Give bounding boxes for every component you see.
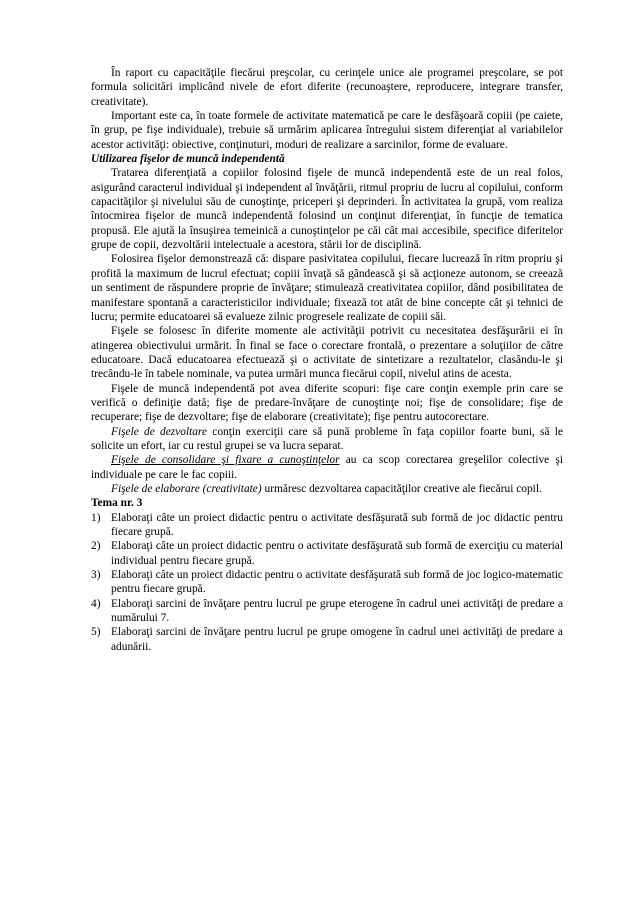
paragraph-3: Tratarea diferenţiată a copiilor folosind fişele de muncă independentă este de un real folos, asigurând caracterul individual şi independent al învăţării, ritmul propriu de lucru al copilului, conform capacităţilor şi nivelului său de cunoştinţe, priceperi şi deprinderi. În activitatea la grupă, vom realiza întocmirea fişelor de muncă independentă folosind un conţinut diferenţiat, în funcţie de tematica propusă. Ele ajută la însuşirea temeinică a cunoştinţelor pe căi cât mai accesibile, specifice diferitelor grupe de copii, dezvoltării intelectuale a acestora, stării lor de disciplină. <box>91 167 563 252</box>
paragraph-6: Fişele de muncă independentă pot avea diferite scopuri: fişe care conţin exemple prin care se verifică o definiţie dată; fişe de predare-învăţare de cunoştinţe noi; fişe de consolidare; fişe de recuperare; fişe de dezvoltare; fişe de elaborare (creativitate); fişe pentru autocorectare. <box>91 382 563 424</box>
paragraph-7 <box>91 425 563 454</box>
list-item-text: Elaboraţi câte un proiect didactic pentru o activitate desfăşurată sub formă de exerciţiu cu material individual pentru fiecare grupă. <box>111 540 563 567</box>
list-item <box>91 539 563 568</box>
paragraph-7-lead: Fişele de dezvoltare <box>111 425 208 438</box>
paragraph-9-lead: Fişele de elaborare (creativitate) <box>111 482 262 495</box>
paragraph-1: În raport cu capacităţile fiecărui preşcolar, cu cerinţele unice ale programei preşcolare, se pot formula solicitări implicând nivele de efort diferite (recunoaştere, reproducere, integrare transfer, creativitate). <box>91 67 563 108</box>
list-item-text: Elaboraţi câte un proiect didactic pentru o activitate desfăşurată sub formă de joc didactic pentru fiecare grupă. <box>111 511 563 538</box>
paragraph-5: Fişele se folosesc în diferite momente ale activităţii potrivit cu necesitatea desfăşurării ei în atingerea obiectivului urmărit. În final se face o corectare frontală, o prezentare a soluţiilor de către educatoare. Dacă educatoarea efectuează şi o activitate de sintetizare a rezultatelor, clasându-le şi trecându-le în tabele nominale, va putea urmări munca fiecărui copil, nivelul atins de acesta. <box>91 325 563 381</box>
list-item <box>91 625 563 654</box>
document-page <box>91 66 563 654</box>
paragraph-8-lead: Fişele de consolidare şi fixare a cunoştinţelor <box>111 454 340 467</box>
list-item-number: 3) <box>91 569 101 582</box>
paragraph-8 <box>91 453 563 482</box>
list-item-text: Elaboraţi sarcini de învăţare pentru lucrul pe grupe omogene în cadrul unei activităţi de predare a adunării. <box>111 626 563 653</box>
paragraph-2: Important este ca, în toate formele de activitate matematică pe care le desfăşoară copiii (pe caiete, în grup, pe fişe individuale), trebuie să urmărim aplicarea întregului sistem diferenţiat al variabilelor acestor activităţi: obiective, conţinuturi, moduri de realizare a sarcinilor, forme de evaluare. <box>91 110 563 151</box>
paragraph-7-rest: conţin exerciţii care să pună probleme în faţa copiilor foarte buni, să le solicite un efort, iar cu restul grupei se va lucra separat. <box>91 425 563 452</box>
list-item-number: 4) <box>91 597 101 610</box>
list-item <box>91 568 563 597</box>
paragraph-9-rest: urmăresc dezvoltarea capacităţilor creative ale fiecărui copil. <box>261 482 542 495</box>
task-list <box>91 511 563 654</box>
paragraph-8-rest: au ca scop corectarea greşelilor colective şi individuale pe care le fac copiii. <box>91 454 563 481</box>
list-item <box>91 597 563 626</box>
list-item-number: 5) <box>91 626 101 639</box>
list-item-number: 1) <box>91 511 101 524</box>
list-item-text: Elaboraţi câte un proiect didactic pentru o activitate desfăşurată sub formă de joc logico-matematic pentru fiecare grupă. <box>111 569 563 596</box>
list-item <box>91 511 563 540</box>
list-item-number: 2) <box>91 540 101 553</box>
section-heading-theme: Tema nr. 3 <box>91 497 143 510</box>
section-heading-worksheets: Utilizarea fişelor de muncă independentă <box>91 153 285 166</box>
paragraph-9 <box>91 482 563 496</box>
list-item-text: Elaboraţi sarcini de învăţare pentru lucrul pe grupe eterogene în cadrul unei activităţi de predare a numărului 7. <box>111 597 563 625</box>
paragraph-4: Folosirea fişelor demonstrează că: dispare pasivitatea copilului, fiecare lucrează în ritm propriu şi profită la maximum de lucrul efectuat; copiii învaţă să gândească şi să acţioneze autonom, se creează un sentiment de răspundere proprie de învăţare; stimulează creativitatea copiilor, dând posibilitatea de manifestare spontană a caracteristicilor individuale; fixează tot atât de bine concepte cât şi tehnici de lucru; permite educatoarei să evalueze zilnic progresele realizate de copiii săi. <box>91 253 563 323</box>
